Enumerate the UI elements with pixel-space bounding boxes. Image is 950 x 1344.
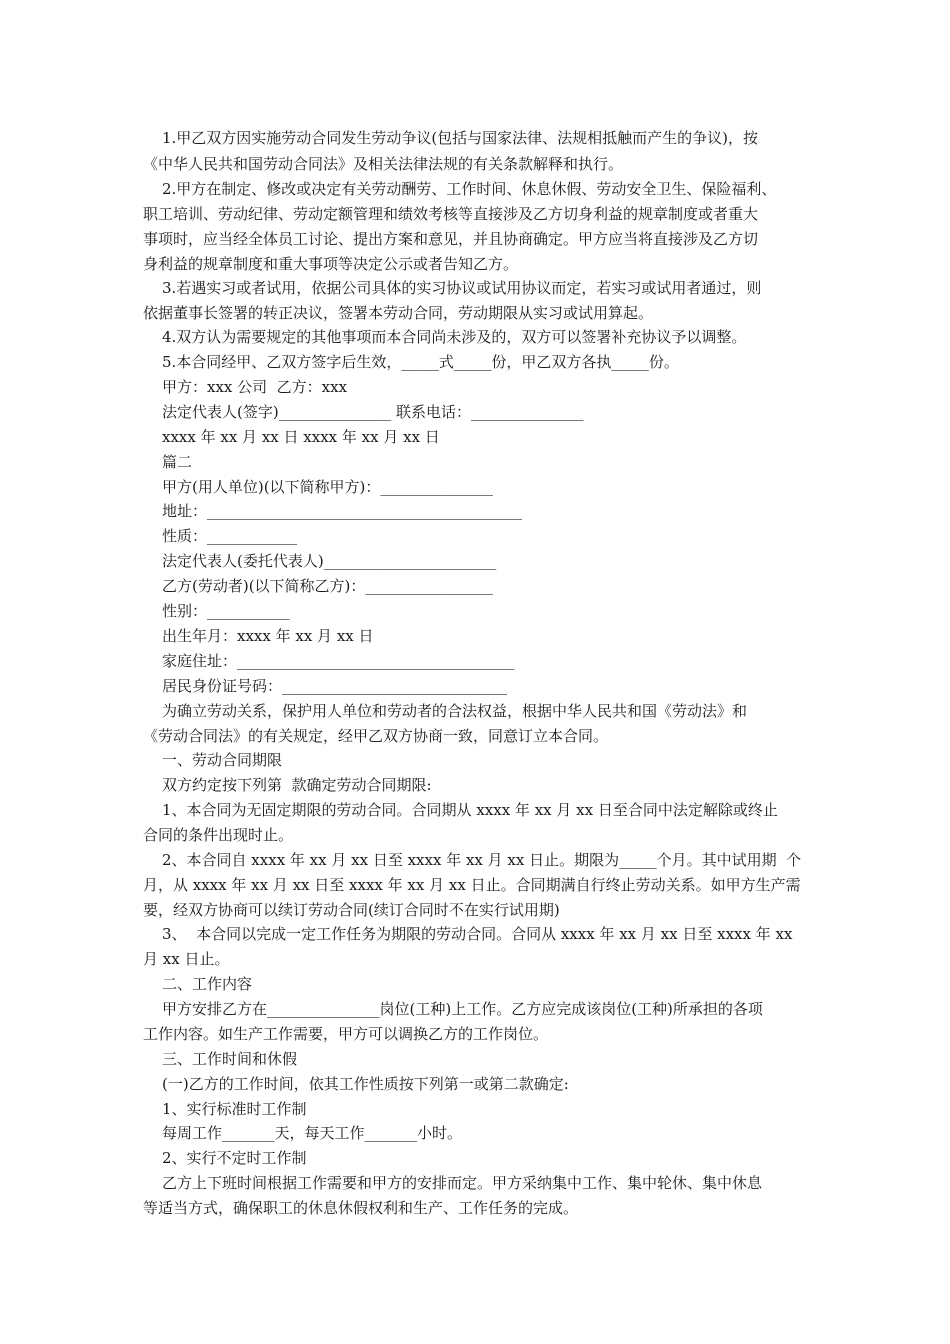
text-line: 2.甲方在制定、修改或决定有关劳动酬劳、工作时间、休息休假、劳动安全卫生、保险福利、 <box>162 180 777 198</box>
text-line: 工作内容。如生产工作需要，甲方可以调换乙方的工作岗位。 <box>143 1025 549 1043</box>
text-line: 每周工作_______天，每天工作_______小时。 <box>162 1124 463 1142</box>
text-line: 月 xx 日止。 <box>143 950 230 968</box>
text-line: xxxx 年 xx 月 xx 日 xxxx 年 xx 月 xx 日 <box>162 428 440 446</box>
text-line: 性别：___________ <box>162 602 290 620</box>
text-line: 职工培训、劳动纪律、劳动定额管理和绩效考核等直接涉及乙方切身利益的规章制度或者重大 <box>143 205 759 223</box>
text-line: 居民身份证号码：______________________________ <box>162 677 508 695</box>
text-line: 4.双方认为需要规定的其他事项而本合同尚未涉及的，双方可以签署补充协议予以调整。 <box>162 328 747 346</box>
text-line: 为确立劳动关系，保护用人单位和劳动者的合法权益，根据中华人民共和国《劳动法》和 <box>162 702 748 720</box>
text-line: 双方约定按下列第 款确定劳动合同期限: <box>162 776 432 794</box>
text-line: 身利益的规章制度和重大事项等决定公示或者告知乙方。 <box>143 255 519 273</box>
text-line: 性质：____________ <box>162 527 298 545</box>
text-line: 1.甲乙双方因实施劳动合同发生劳动争议(包括与国家法律、法规相抵触而产生的争议)，按 <box>162 129 759 147</box>
text-line: 合同的条件出现时止。 <box>143 826 294 844</box>
section-heading: 一、劳动合同期限 <box>162 751 283 769</box>
text-line: 乙方上下班时间根据工作需要和甲方的安排而定。甲方采纳集中工作、集中轮休、集中休息 <box>162 1174 763 1192</box>
text-line: 要，经双方协商可以续订劳动合同(续订合同时不在实行试用期) <box>143 901 560 919</box>
text-line: 甲方：xxx 公司 乙方：xxx <box>162 378 348 396</box>
text-line: 事项时，应当经全体员工讨论、提出方案和意见，并且协商确定。甲方应当将直接涉及乙方切 <box>143 230 759 248</box>
text-line: 2、实行不定时工作制 <box>162 1149 307 1167</box>
text-line: 1、实行标准时工作制 <box>162 1100 307 1118</box>
text-line: 依据董事长签署的转正决议，签署本劳动合同，劳动期限从实习或试用算起。 <box>143 304 654 322</box>
text-line: 3、 本合同以完成一定工作任务为期限的劳动合同。合同从 xxxx 年 xx 月 xx 日至 xxxx 年 xx <box>162 925 793 943</box>
text-line: 法定代表人(签字)_______________ 联系电话：_______________ <box>162 403 584 421</box>
text-line: 《劳动合同法》的有关规定，经甲乙双方协商一致，同意订立本合同。 <box>143 727 609 745</box>
text-line: 甲方(用人单位)(以下简称甲方)：_______________ <box>162 478 493 496</box>
text-line: 2、本合同自 xxxx 年 xx 月 xx 日至 xxxx 年 xx 月 xx 日止。期限为_____个月。其中试用期 个 <box>162 851 802 869</box>
section-heading: 三、工作时间和休假 <box>162 1050 298 1068</box>
text-line: 乙方(劳动者)(以下简称乙方)：_________________ <box>162 577 493 595</box>
text-line: 甲方安排乙方在_______________岗位(工种)上工作。乙方应完成该岗位(工种)所承担的各项 <box>162 1000 763 1018</box>
section-heading: 二、工作内容 <box>162 975 253 993</box>
text-line: 等适当方式，确保职工的休息休假权利和生产、工作任务的完成。 <box>143 1199 579 1217</box>
text-line: 地址：__________________________________________ <box>162 502 523 520</box>
text-line: 出生年月：xxxx 年 xx 月 xx 日 <box>162 627 374 645</box>
text-line: (一)乙方的工作时间，依其工作性质按下列第一或第二款确定: <box>162 1075 569 1093</box>
text-line: 法定代表人(委托代表人)_______________________ <box>162 552 497 570</box>
text-line: 月，从 xxxx 年 xx 月 xx 日至 xxxx 年 xx 月 xx 日止。合同期满自行终止劳动关系。如甲方生产需 <box>143 876 801 894</box>
text-line: 1、本合同为无固定期限的劳动合同。合同期从 xxxx 年 xx 月 xx 日至合同中法定解除或终止 <box>162 801 778 819</box>
text-line: 3.若遇实习或者试用，依据公司具体的实习协议或试用协议而定，若实习或试用者通过，则 <box>162 279 762 297</box>
text-line: 5.本合同经甲、乙双方签字后生效，_____式_____份，甲乙双方各执_____份。 <box>162 353 679 371</box>
text-line: 《中华人民共和国劳动合同法》及相关法律法规的有关条款解释和执行。 <box>143 155 624 173</box>
text-line: 家庭住址：_____________________________________ <box>162 652 515 670</box>
section-heading: 篇二 <box>162 453 193 471</box>
